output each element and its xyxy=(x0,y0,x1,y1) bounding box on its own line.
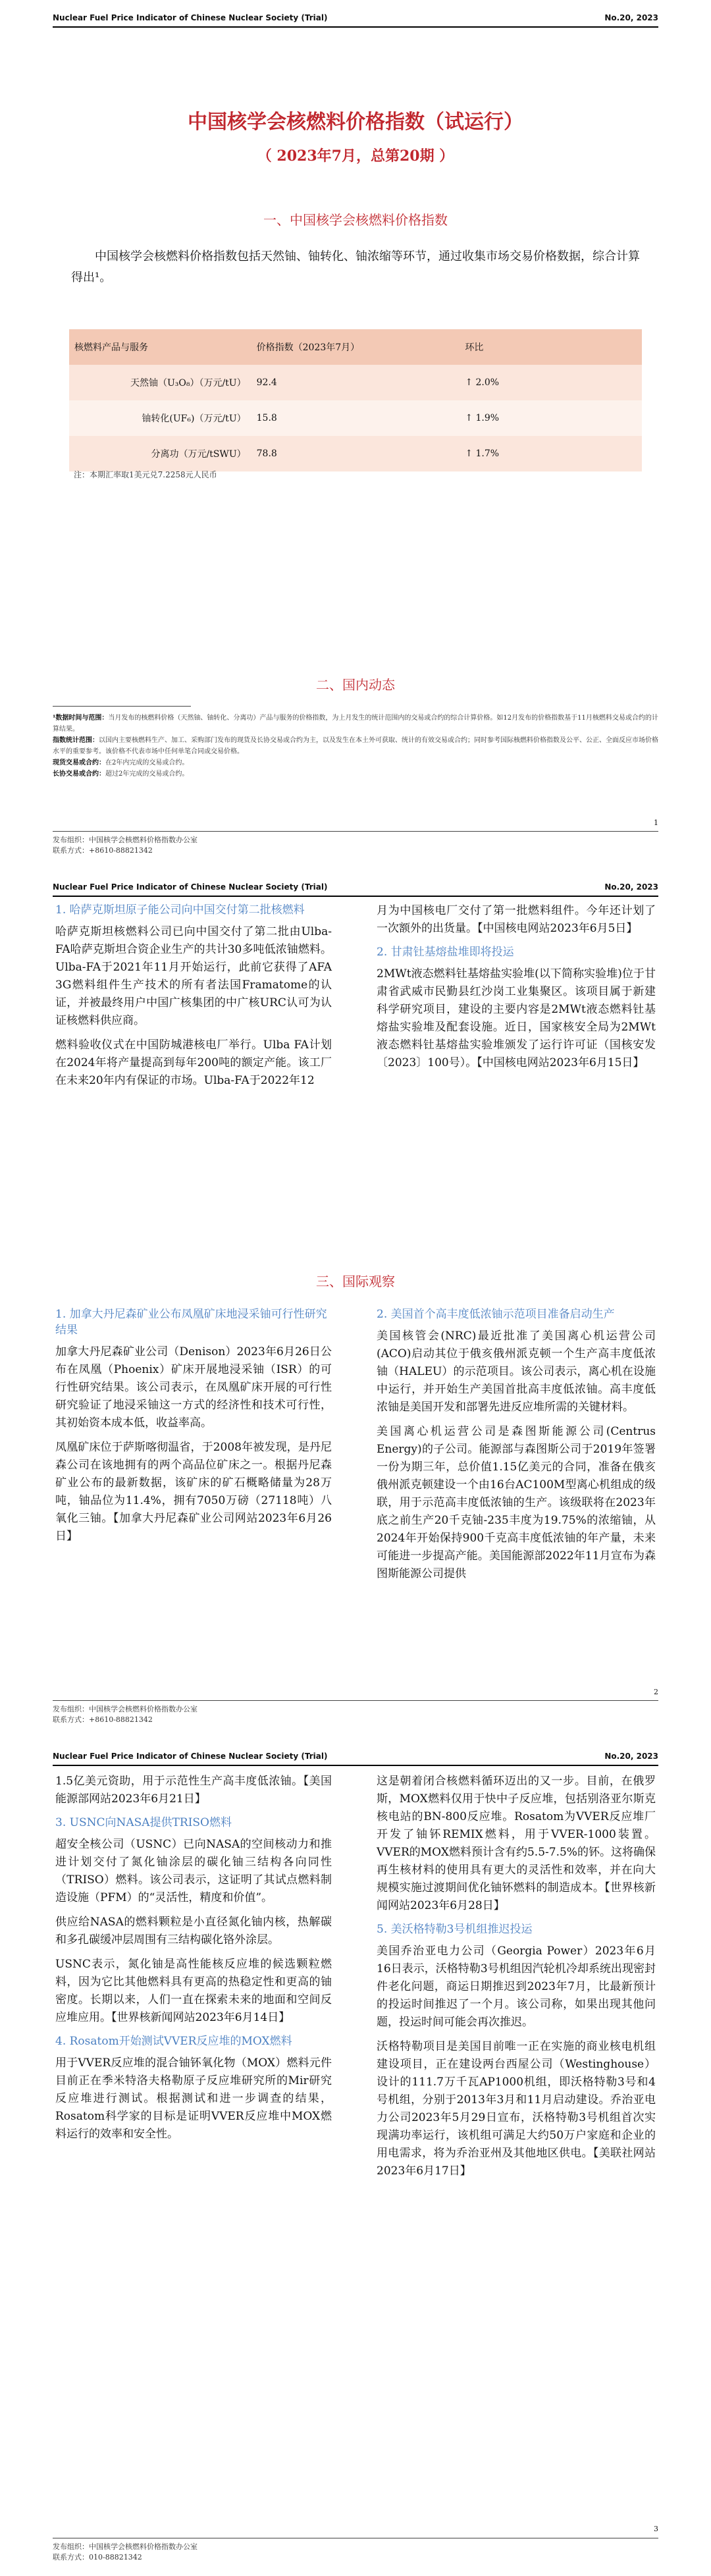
news-title: 1. 哈萨克斯坦原子能公司向中国交付第二批核燃料 xyxy=(55,903,305,917)
intl-column-right xyxy=(377,1773,656,2187)
footnote-1: ¹数据时间与范围：当月发布的核燃料价格（天然铀、铀转化、分离功）产品与服务的价格指数，为上月发生的统计范围内的交易或合约的综合计算价格。如12月发布的价格指数基于11月核燃料交易或合约的计算结果。 xyxy=(53,714,658,733)
news-title: 2. 美国首个高丰度低浓铀示范项目准备启动生产 xyxy=(377,1308,615,1321)
news-paragraph: 2MWt液态燃料钍基熔盐实验堆(以下简称实验堆)位于甘肃省武威市民勤县红沙岗工业集聚区。该项目属于新建科学研究项目，建设的主要内容是2MWt液态燃料钍基熔盐实验堆及配套设施。近日，国家核安全局为2MWt液态燃料钍基熔盐实验堆颁发了运行许可证（国核安发〔2023〕100号）。【中国核电网站2023年6月15日】 xyxy=(377,967,656,1069)
page-footer xyxy=(53,1704,198,1725)
header-left: Nuclear Fuel Price Indicator of Chinese Nuclear Society (Trial) xyxy=(53,13,328,22)
news-paragraph: 用于VVER反应堆的混合铀钚氧化物（MOX）燃料元件目前正在季米特洛夫格勒原子反应堆研究所的Mir研究反应堆进行测试。根据测试和进一步调查的结果，Rosatom科学家的目标是证明VVER反应堆中MOX燃料运行的效率和安全性。 xyxy=(55,2056,332,2141)
footnotes xyxy=(53,712,658,780)
section-heading-1: 一、中国核学会核燃料价格指数 xyxy=(263,212,448,228)
page-header xyxy=(53,1750,658,1766)
table-header-cell: 价格指数（2023年7月） xyxy=(251,329,460,365)
change-value: ↑ 1.7% xyxy=(460,436,642,471)
news-paragraph: 燃料验收仪式在中国防城港核电厂举行。Ulba FA计划在2024年将产量提高到每年200吨的额定产能。该工厂在未来20年内有保证的市场。Ulba-FA于2022年12 xyxy=(55,1038,332,1087)
news-paragraph: 沃格特勒项目是美国目前唯一正在实施的商业核电机组建设项目，正在建设两台西屋公司（Westinghouse）设计的111.7万千瓦AP1000机组，即沃格特勒3号和4号机组，分别于2013年3月和11月启动建设。乔治亚电力公司2023年5月29日宣布，沃格特勒3号机组首次实现满功率运行，该机组可满足大约50万户家庭和企业的用电需求，将为乔治亚州及其他地区供电。【美联社网站2023年6月17日】 xyxy=(377,2040,656,2178)
page-number: 1 xyxy=(654,818,658,827)
intl-column-left xyxy=(55,1306,332,1552)
table-note: 注：本期汇率取1美元兑7.2258元人民币 xyxy=(74,470,217,479)
page-header xyxy=(53,12,658,28)
intl-column-right xyxy=(377,1306,656,1590)
product-name: 分离功（万元/tSWU） xyxy=(69,436,251,471)
news-paragraph: 月为中国核电厂交付了第一批燃料组件。今年还计划了一次额外的出货量。【中国核电网站2023年6月5日】 xyxy=(377,904,656,935)
page-number: 2 xyxy=(654,1688,658,1696)
table-row xyxy=(69,400,642,436)
page-subtitle: （ 2023年7月，总第20期 ） xyxy=(257,148,454,165)
page-2 xyxy=(0,869,711,1738)
price-index-table xyxy=(69,329,642,471)
news-paragraph: 凤凰矿床位于萨斯喀彻温省，于2008年被发现，是丹尼森公司在该地拥有的两个高品位矿床之一。根据丹尼森矿业公布的最新数据，该矿床的矿石概略储量为28万吨，铀品位为11.4%，拥有7050万磅（27118吨）八氧化三铀。【加拿大丹尼森矿业公司网站2023年6月26日】 xyxy=(55,1441,332,1543)
price-value: 15.8 xyxy=(251,400,460,436)
domestic-column-left xyxy=(55,902,332,1096)
table-row xyxy=(69,365,642,400)
page-number: 3 xyxy=(654,2525,658,2533)
table-header-row xyxy=(69,329,642,365)
footnote-2: 指数统计范围：以国内主要核燃料生产、加工、采购部门发布的现货及长协交易或合约为主，以及发生在本土外可获取、统计的有效交易或合约；同时参考国际核燃料价格指数及公平、公正、全面反应市场价格水平的重要参考。该价格不代表市场中任何单笔合同或交易价格。 xyxy=(53,737,658,755)
page-title: 中国核学会核燃料价格指数（试运行） xyxy=(188,111,523,134)
page-footer xyxy=(53,835,198,856)
footer-contact: 联系方式：+8610-88821342 xyxy=(53,1715,153,1724)
news-title: 1. 加拿大丹尼森矿业公布凤凰矿床地浸采铀可行性研究结果 xyxy=(55,1308,327,1337)
footnote-4: 长协交易或合约：超过2年完成的交易或合约。 xyxy=(53,770,189,778)
news-paragraph: 加拿大丹尼森矿业公司（Denison）2023年6月26日公布在凤凰（Phoenix）矿床开展地浸采铀（ISR）的可行性研究结果。该公司表示，在凤凰矿床开展的可行性研究验证了地浸采铀这一方式的经济性和技术可行性，其初始资本成本低，收益率高。 xyxy=(55,1345,332,1430)
header-left: Nuclear Fuel Price Indicator of Chinese Nuclear Society (Trial) xyxy=(53,882,328,892)
table-header-cell: 核燃料产品与服务 xyxy=(69,329,251,365)
news-title: 5. 美沃格特勒3号机组推迟投运 xyxy=(377,1923,533,1936)
intl-column-left xyxy=(55,1773,332,2150)
table-header-cell: 环比 xyxy=(460,329,642,365)
section-heading-2: 二、国内动态 xyxy=(316,677,395,693)
news-paragraph: 美国离心机运营公司是森图斯能源公司(Centrus Energy)的子公司。能源部与森图斯公司于2019年签署一份为期三年，总价值1.15亿美元的合同，准备在俄亥俄州派克顿建设一个由16台AC100M型离心机组成的级联，用于示范高丰度低浓铀的生产。该级联将在2023年底之前生产20千克铀-235丰度为19.75%的浓缩铀，从2024年开始保持900千克高丰度低浓铀的年产量，未来可能进一步提高产能。美国能源部2022年11月宣布为森图斯能源公司提供 xyxy=(377,1425,656,1580)
news-paragraph: 这是朝着闭合核燃料循环迈出的又一步。目前，在俄罗斯，MOX燃料仅用于快中子反应堆，包括别洛亚尔斯克核电站的BN-800反应堆。Rosatom为VVER反应堆厂开发了铀钚REMIX燃料，用于VVER-1000装置。VVER的MOX燃料预计含有约5.5-7.5%的钚。这将确保再生核材料的使用具有更大的灵活性和效率，并在向大规模实施过渡期间优化铀钚燃料的制造成本。【世界核新闻网站2023年6月28日】 xyxy=(377,1775,656,1912)
footnote-divider xyxy=(53,706,191,707)
price-value: 78.8 xyxy=(251,436,460,471)
news-paragraph: 美国乔治亚电力公司（Georgia Power）2023年6月16日表示，沃格特勒3号机组因汽轮机冷却系统出现密封件老化问题，商运日期推迟到2023年7月，比最新预计的投运时间推迟了一个月。该公司称，如果出现其他问题，投运时间可能会再次推迟。 xyxy=(377,1945,656,2029)
footnote-3: 现货交易或合约：在2年内完成的交易或合约。 xyxy=(53,759,189,766)
news-paragraph: USNC表示，氮化铀是高性能核反应堆的候选颗粒燃料，因为它比其他燃料具有更高的热稳定性和更高的铀密度。长期以来，人们一直在探索未来的地面和空间反应堆应用。【世界核新闻网站2023年6月14日】 xyxy=(55,1958,332,2024)
page-3 xyxy=(0,1738,711,2576)
header-right: No.20, 2023 xyxy=(604,13,658,22)
footer-publisher: 发布组织：中国核学会核燃料价格指数办公室 xyxy=(53,836,198,844)
news-paragraph: 美国核管会(NRC)最近批准了美国离心机运营公司(ACO)启动其位于俄亥俄州派克顿一个生产高丰度低浓铀（HALEU）的示范项目。该公司表示，离心机在设施中运行，并开始生产美国首批高丰度低浓铀。高丰度低浓铀是美国开发和部署先进反应堆所需的关键材料。 xyxy=(377,1329,656,1414)
change-value: ↑ 2.0% xyxy=(460,365,642,400)
footer-contact: 联系方式：+8610-88821342 xyxy=(53,846,153,855)
header-right: No.20, 2023 xyxy=(604,882,658,892)
product-name: 铀转化(UF₆)（万元/tU） xyxy=(69,400,251,436)
change-value: ↑ 1.9% xyxy=(460,400,642,436)
news-title: 4. Rosatom开始测试VVER反应堆的MOX燃料 xyxy=(55,2035,292,2048)
section-heading-3: 三、国际观察 xyxy=(316,1274,395,1289)
header-left: Nuclear Fuel Price Indicator of Chinese Nuclear Society (Trial) xyxy=(53,1752,328,1761)
page-1 xyxy=(0,0,711,869)
product-name: 天然铀（U₃O₈）（万元/tU） xyxy=(69,365,251,400)
header-right: No.20, 2023 xyxy=(604,1752,658,1761)
news-paragraph: 哈萨克斯坦核燃料公司已向中国交付了第二批由Ulba-FA哈萨克斯坦合资企业生产的共计30多吨低浓铀燃料。Ulba-FA于2021年11月开始运行，此前它获得了AFA 3G燃料组件生产技术的所有者法国Framatome的认证，并被最终用户中国广核集团的中广核URC认可为认证核燃料供应商。 xyxy=(55,925,332,1027)
news-paragraph: 超安全核公司（USNC）已向NASA的空间核动力和推进计划交付了氮化铀涂层的碳化铀三结构各向同性（TRISO）燃料。该公司表示，这证明了其试点燃料制造设施（PFM）的“灵活性，精度和价值”。 xyxy=(55,1838,332,1904)
domestic-column-right xyxy=(377,902,656,1079)
footer-publisher: 发布组织：中国核学会核燃料价格指数办公室 xyxy=(53,1705,198,1713)
page-footer xyxy=(53,2542,198,2563)
page-header xyxy=(53,881,658,897)
news-paragraph: 供应给NASA的燃料颗粒是小直径氮化铀内核，热解碳和多孔碳缓冲层周围有三结构碳化铬外涂层。 xyxy=(55,1916,332,1946)
footer-divider xyxy=(53,1700,658,1701)
news-paragraph: 1.5亿美元资助，用于示范性生产高丰度低浓铀。【美国能源部网站2023年6月21日】 xyxy=(55,1775,332,1806)
price-value: 92.4 xyxy=(251,365,460,400)
intro-paragraph: 中国核学会核燃料价格指数包括天然铀、铀转化、铀浓缩等环节，通过收集市场交易价格数据，综合计算得出¹。 xyxy=(71,250,640,284)
table-row xyxy=(69,436,642,471)
footer-divider xyxy=(53,831,658,832)
news-title: 2. 甘肃钍基熔盐堆即将投运 xyxy=(377,946,514,959)
footer-publisher: 发布组织：中国核学会核燃料价格指数办公室 xyxy=(53,2542,198,2551)
footer-contact: 联系方式：010-88821342 xyxy=(53,2553,142,2562)
news-title: 3. USNC向NASA提供TRISO燃料 xyxy=(55,1816,232,1829)
